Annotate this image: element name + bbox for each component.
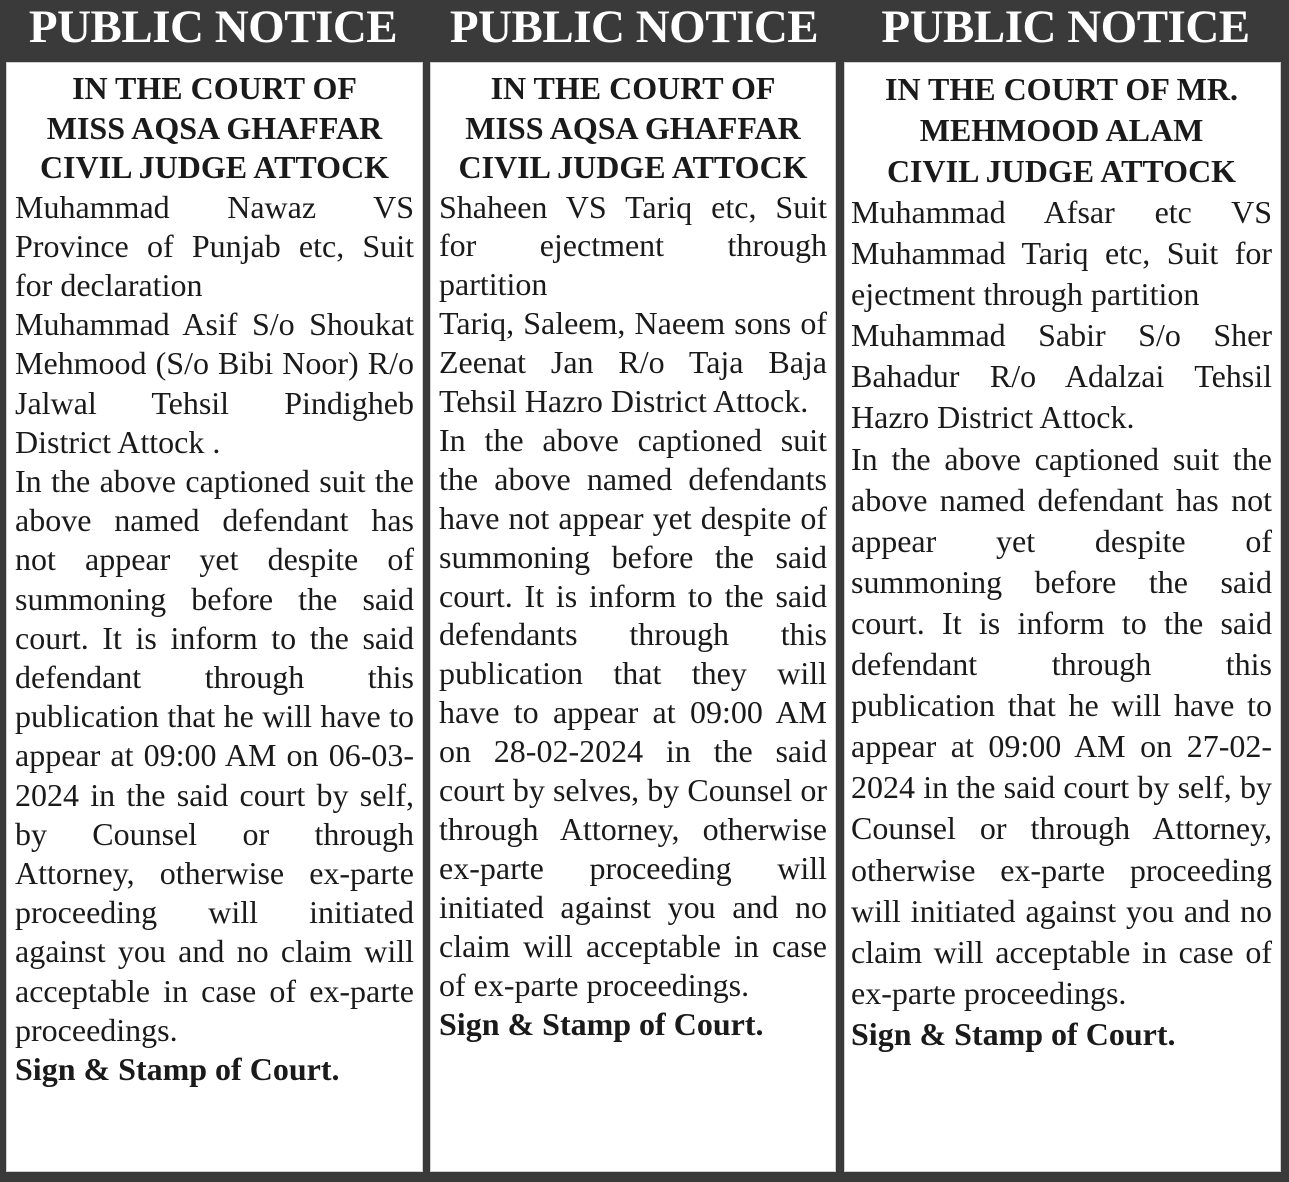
notice-panel: [6, 62, 423, 1172]
public-notice-2: [426, 0, 842, 1182]
notice-header: PUBLIC NOTICE: [449, 1, 819, 53]
defendant-details: Muhammad Asif S/o Shoukat Mehmood (S/o Bibi Noor) R/o Jalwal Tehsil Pindigheb District Attock .: [15, 306, 414, 460]
court-line-2: MISS AQSA GHAFFAR: [46, 109, 383, 146]
public-notice-1: [0, 0, 426, 1182]
case-title: Shaheen VS Tariq etc, Suit for ejectment through partition: [439, 188, 827, 303]
defendant-details: Tariq, Saleem, Naeem sons of Zeenat Jan R/o Taja Baja Tehsil Hazro District Attock.: [439, 305, 827, 420]
sign-stamp: Sign & Stamp of Court.: [439, 1005, 764, 1042]
sign-stamp: Sign & Stamp of Court.: [15, 1050, 340, 1087]
notice-header: PUBLIC NOTICE: [881, 1, 1250, 53]
notice-panel: [844, 62, 1281, 1172]
court-line-3: CIVIL JUDGE ATTOCK: [886, 153, 1237, 189]
court-line-3: CIVIL JUDGE ATTOCK: [458, 149, 808, 185]
court-line-2: MISS AQSA GHAFFAR: [465, 109, 801, 146]
sign-stamp: Sign & Stamp of Court.: [851, 1015, 1176, 1052]
court-line-2: MEHMOOD ALAM: [919, 112, 1204, 148]
case-title: Muhammad Nawaz VS Province of Punjab etc, Suit for declaration: [15, 188, 414, 303]
court-line-1: IN THE COURT OF MR.: [885, 71, 1238, 107]
notice-body: In the above captioned suit the above named defendant has not appear yet despite of summoning before the said court. It is inform to the said defendant through this publication that he will have to appear at 09:00 AM on 27-02-2024 in the said court by self, by Counsel or through Attorney, otherwise ex-parte proceeding will initiated against you and no claim will acceptable in case of ex-parte proceedings.: [851, 440, 1272, 1011]
notice-body: In the above captioned suit the above named defendants have not appear yet despite of summoning before the said court. It is inform to the said defendants through this publication that they will have to appear at 09:00 AM on 28-02-2024 in the said court by selves, by Counsel or through Attorney, otherwise ex-parte proceeding will initiated against you and no claim will acceptable in case of ex-parte proceedings.: [439, 421, 827, 1003]
public-notice-3: [842, 0, 1289, 1182]
notice-panel: [430, 62, 836, 1172]
notice-body: In the above captioned suit the above named defendant has not appear yet despite of summoning before the said court. It is inform to the said defendant through this publication that he will have to appear at 09:00 AM on 06-03-2024 in the said court by self, by Counsel or through Attorney, otherwise ex-parte proceeding will initiated against you and no claim will acceptable in case of ex-parte proceedings.: [15, 462, 414, 1048]
court-line-1: IN THE COURT OF: [490, 70, 776, 106]
defendant-details: Muhammad Sabir S/o Sher Bahadur R/o Adalzai Tehsil Hazro District Attock.: [851, 317, 1272, 436]
case-title: Muhammad Afsar etc VS Muhammad Tariq etc, Suit for ejectment through partition: [851, 194, 1272, 313]
court-line-3: CIVIL JUDGE ATTOCK: [39, 149, 390, 185]
notice-header: PUBLIC NOTICE: [28, 1, 398, 53]
court-line-1: IN THE COURT OF: [72, 70, 357, 106]
